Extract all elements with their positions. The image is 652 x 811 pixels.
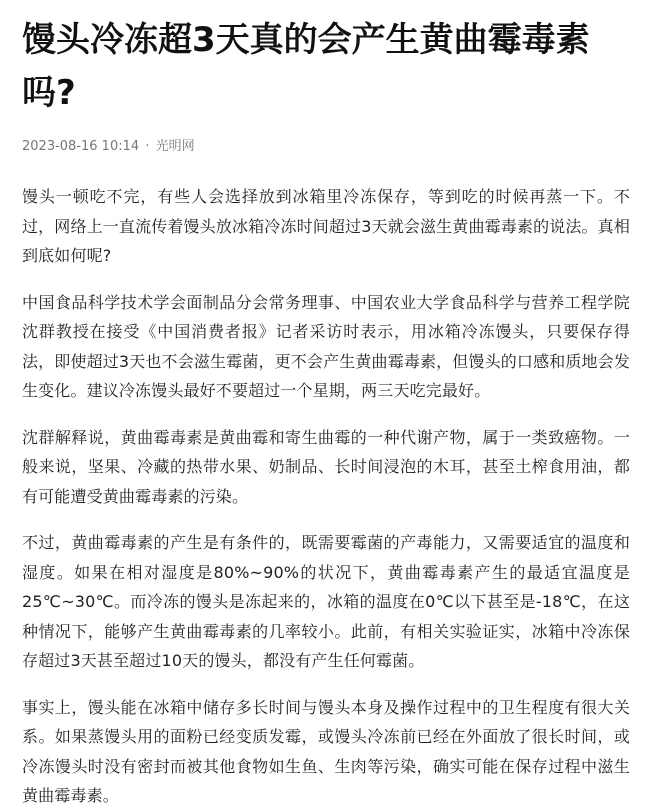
meta-separator: · xyxy=(145,139,150,154)
publish-date: 2023-08-16 10:14 xyxy=(22,139,140,154)
paragraph: 沈群解释说，黄曲霉毒素是黄曲霉和寄生曲霉的一种代谢产物，属于一类致癌物。一般来说，坚果、冷藏的热带水果、奶制品、长时间浸泡的木耳，甚至土榨食用油，都有可能遭受黄曲霉毒素的污染。 xyxy=(22,427,630,506)
article-body xyxy=(22,182,630,811)
article-title: 馒头冷冻超3天真的会产生黄曲霉毒素吗? xyxy=(22,20,590,113)
article-source: 光明网 xyxy=(155,139,195,154)
paragraph: 中国食品科学技术学会面制品分会常务理事、中国农业大学食品科学与营养工程学院沈群教授在接受《中国消费者报》记者采访时表示，用冰箱冷冻馒头，只要保存得法，即使超过3天也不会滋生霉菌，更不会产生黄曲霉毒素，但馒头的口感和质地会发生变化。建议冷冻馒头最好不要超过一个星期，两三天吃完最好。 xyxy=(22,292,630,400)
paragraph: 事实上，馒头能在冰箱中储存多长时间与馒头本身及操作过程中的卫生程度有很大关系。如果蒸馒头用的面粉已经变质发霉，或馒头冷冻前已经在外面放了很长时间，或冷冻馒头时没有密封而被其他食物如生鱼、生肉等污染，确实可能在保存过程中滋生黄曲霉毒素。 xyxy=(22,697,630,805)
paragraph: 不过，黄曲霉毒素的产生是有条件的，既需要霉菌的产毒能力，又需要适宜的温度和湿度。如果在相对湿度是80%~90%的状况下，黄曲霉毒素产生的最适宜温度是25℃~30℃。而冷冻的馒头是冻起来的，冰箱的温度在0℃以下甚至是-18℃，在这种情况下，能够产生黄曲霉毒素的几率较小。此前，有相关实验证实，冰箱中冷冻保存超过3天甚至超过10天的馒头，都没有产生任何霉菌。 xyxy=(22,533,630,670)
article-meta xyxy=(22,137,630,157)
paragraph: 馒头一顿吃不完，有些人会选择放到冰箱里冷冻保存，等到吃的时候再蒸一下。不过，网络上一直流传着馒头放冰箱冷冻时间超过3天就会滋生黄曲霉毒素的说法。真相到底如何呢? xyxy=(22,187,630,265)
